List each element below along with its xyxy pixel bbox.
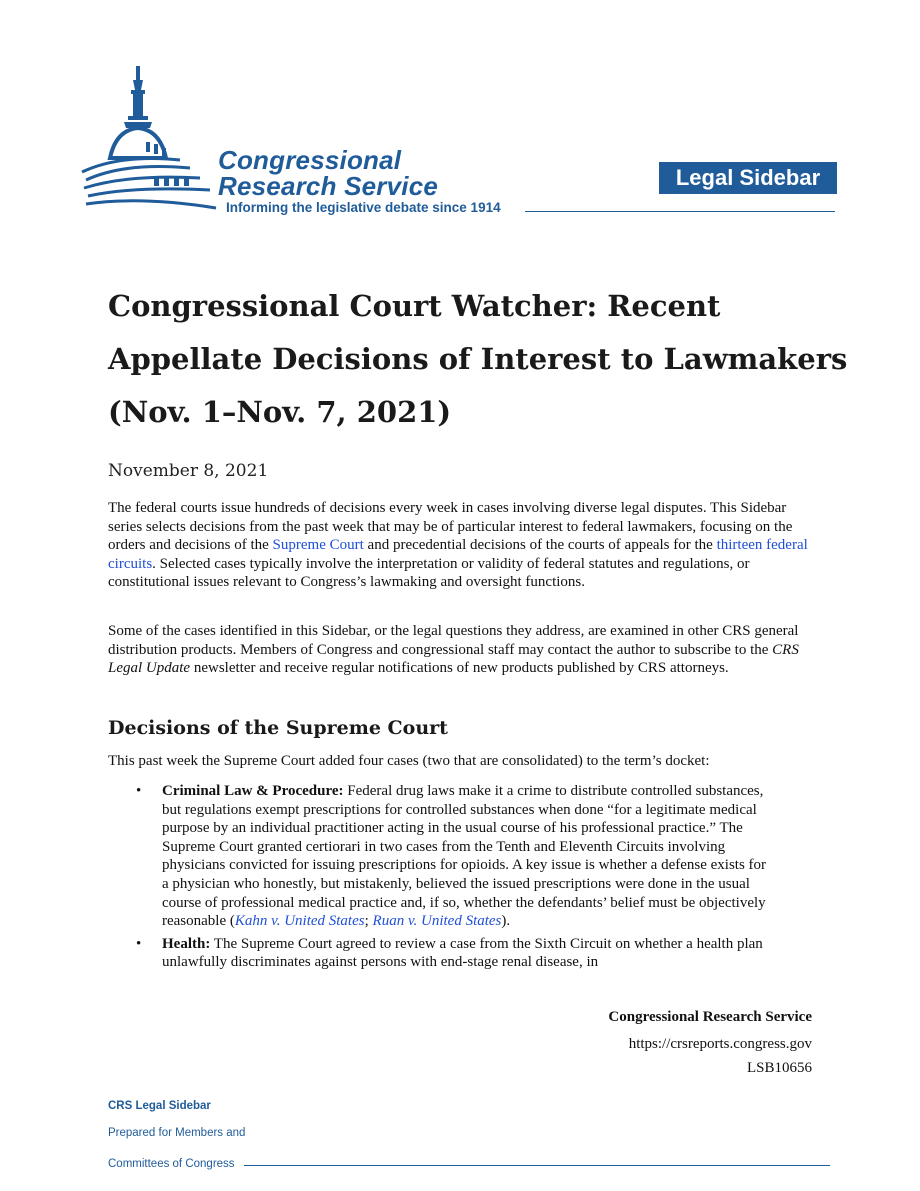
section-intro: This past week the Supreme Court added four cases (two that are consolidated) to the term’s docket: xyxy=(108,753,710,769)
intro-paragraph xyxy=(108,499,816,592)
p1-text-3: . Selected cases typically involve the interpretation or validity of federal statutes and regulations, or constitutional issues relevant to Congress’s lawmaking and oversight functions. xyxy=(108,555,750,591)
section-heading: Decisions of the Supreme Court xyxy=(108,717,448,739)
bullet-icon: • xyxy=(136,783,142,799)
supreme-court-link[interactable]: Supreme Court xyxy=(272,537,364,554)
footer-url[interactable]: https://crsreports.congress.gov xyxy=(628,1036,812,1052)
legal-sidebar-badge: Legal Sidebar xyxy=(659,162,837,194)
bullet-text: The Supreme Court agreed to review a case from the Sixth Circuit on whether a health plan unlawfully discriminates against persons with end-stage renal disease, in xyxy=(162,935,763,971)
list-item xyxy=(108,935,768,972)
footer-rule xyxy=(244,1165,830,1166)
footer-series: CRS Legal Sidebar xyxy=(108,1100,211,1112)
footer-prepared-line1: Prepared for Members and xyxy=(108,1127,246,1139)
p2-text-1: Some of the cases identified in this Sidebar, or the legal questions they address, are examined in other CRS general distribution products. Members of Congress and congressional staff may contact the author to subscribe to the xyxy=(108,623,799,658)
subscription-paragraph xyxy=(108,622,816,678)
kahn-case-link[interactable]: Kahn v. United States xyxy=(234,913,365,930)
footer-org: Congressional Research Service xyxy=(608,1009,812,1025)
p2-text-2: newsletter and receive regular notifications of new products published by CRS attorneys. xyxy=(190,660,729,677)
list-item xyxy=(108,782,768,931)
p1-text-2: and precedential decisions of the courts of appeals for the xyxy=(363,537,717,554)
org-tagline: Informing the legislative debate since 1914 xyxy=(226,200,501,215)
newsletter-name: CRS Legal Update xyxy=(108,641,799,677)
footer-report-id: LSB10656 xyxy=(746,1060,812,1076)
bullet-label: Health: xyxy=(162,935,211,952)
bullet-label: Criminal Law & Procedure: xyxy=(162,783,344,799)
bullet-text: Federal drug laws make it a crime to distribute controlled substances, but regulations exempt prescriptions for controlled substances when done “for a legitimate medical purpose by an individual practitioner acting in the usual course of his professional practice.” The Supreme Court granted certiorari in two cases from the Tenth and Eleventh Circuits involving physicians convicted for issuing prescriptions for opioids. A key issue is whether a defense exists for a physician who honestly, but mistakenly, believed the issued prescriptions were done in the usual course of professional medical practice and, if so, whether the defendants’ belief must be objectively reasonable ( xyxy=(162,783,767,930)
bullet-icon: • xyxy=(136,935,142,952)
footer-prepared-line2: Committees of Congress xyxy=(108,1158,235,1170)
tagline-rule xyxy=(525,211,835,212)
p1-text-1: The federal courts issue hundreds of decisions every week in cases involving diverse legal disputes. This Sidebar series selects decisions from the past week that may be of particular interest to federal lawmakers, focusing on the orders and decisions of the xyxy=(108,500,793,554)
federal-circuits-link[interactable]: thirteen federal circuits xyxy=(108,537,808,572)
ruan-case-link[interactable]: Ruan v. United States xyxy=(372,913,502,930)
bullet-end: ). xyxy=(501,913,511,930)
publication-date: November 8, 2021 xyxy=(108,461,269,481)
org-name-line2: Research Service xyxy=(218,171,439,201)
page-title: Congressional Court Watcher: Recent Appellate Decisions of Interest to Lawmakers (Nov. 1–Nov. 7, 2021) xyxy=(108,289,848,429)
org-name-line1: Congressional xyxy=(218,145,402,175)
capitol-dome-logo-icon xyxy=(80,62,220,217)
bullet-separator: ; xyxy=(364,913,369,930)
case-list xyxy=(108,782,768,976)
